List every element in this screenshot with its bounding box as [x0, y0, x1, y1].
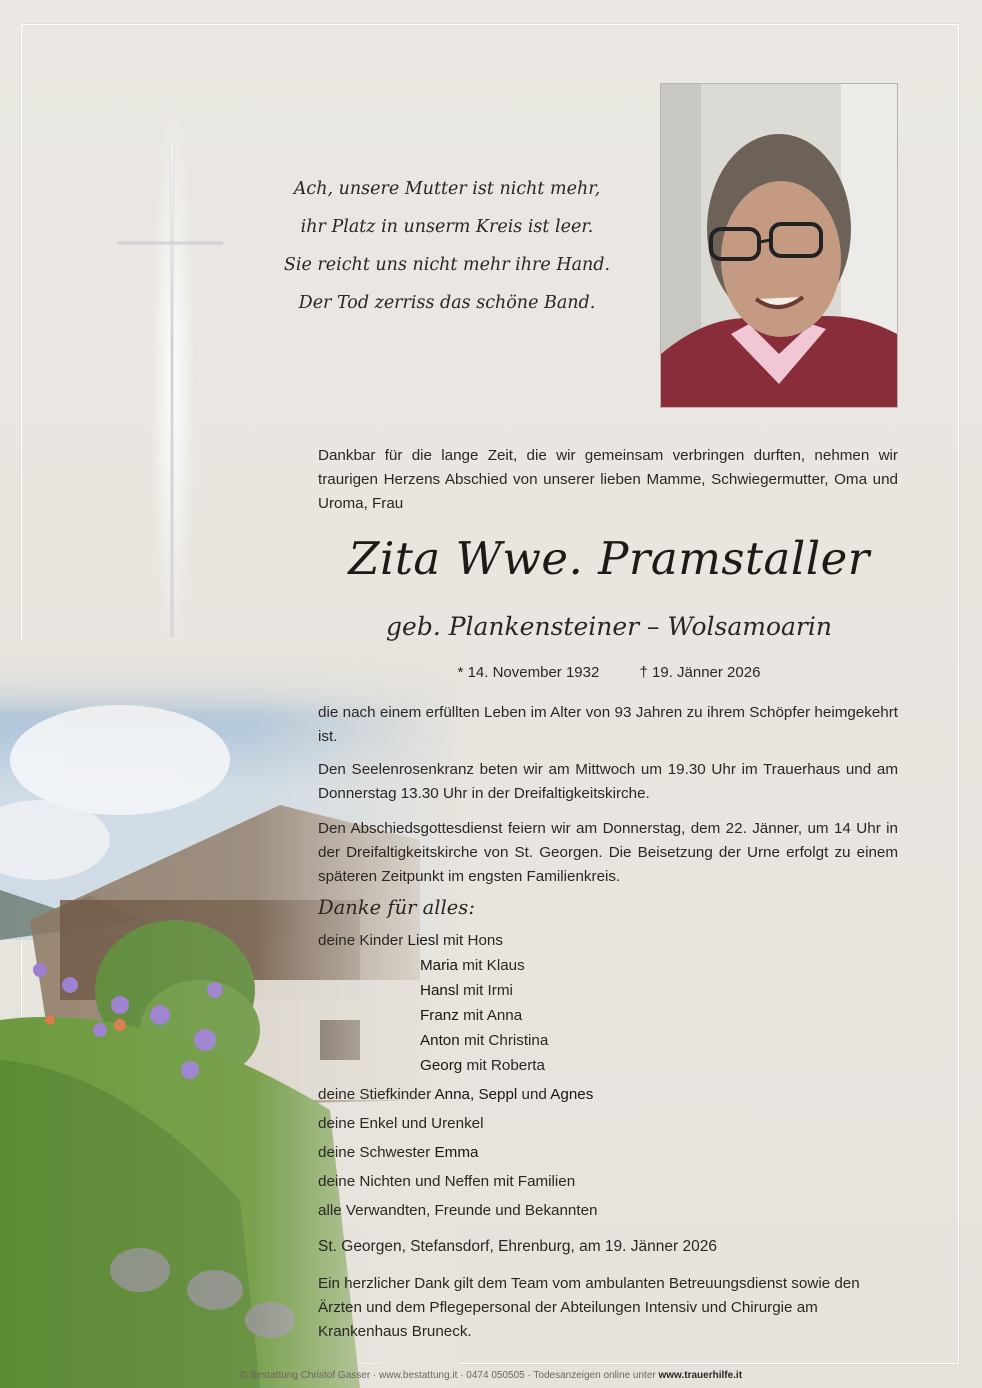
step-label: deine Stiefkinder — [318, 1086, 432, 1103]
children-label: deine Kinder — [318, 932, 404, 949]
child-name: Anton — [420, 1032, 460, 1049]
list-item: deine Enkel und Urenkel — [318, 1115, 484, 1132]
thanks-heading: Danke für alles: — [318, 896, 475, 919]
list-item: deine Nichten und Neffen mit Familien — [318, 1173, 576, 1190]
death-date: † 19. Jänner 2026 — [639, 664, 761, 681]
footer-link[interactable]: www.trauerhilfe.it — [658, 1370, 743, 1381]
poem-line: Ach, unsere Mutter ist nicht mehr, — [293, 179, 601, 199]
step-and: und — [521, 1086, 547, 1103]
life-dates — [318, 664, 900, 681]
poem-line: Sie reicht uns nicht mehr ihre Hand. — [283, 255, 611, 275]
list-item — [420, 1007, 522, 1024]
child-name: Hansl — [420, 982, 459, 999]
poem-line: Der Tod zerriss das schöne Band. — [298, 293, 596, 313]
list-item — [318, 1086, 593, 1103]
footer — [0, 1370, 982, 1381]
child-partner: mit Klaus — [462, 957, 525, 974]
birth-name: geb. Plankensteiner – Wolsamoarin — [386, 612, 832, 641]
child-partner: mit Christina — [463, 1032, 549, 1049]
cross-icon-bar — [118, 242, 223, 244]
step-last: Agnes — [550, 1086, 594, 1103]
footer-text: © Bestattung Christof Gasser · www.bestattung.it · 0474 050505 · Todesanzeigen online unter — [239, 1370, 656, 1381]
list-item — [420, 982, 513, 999]
child-partner: mit Roberta — [466, 1057, 545, 1074]
paragraph: Den Abschiedsgottesdienst feiern wir am Donnerstag, dem 22. Jänner, um 14 Uhr in der Dreifaltigkeitskirche von St. Georgen. Die Beisetzung der Urne erfolgt zu einem späteren Zeitpunkt im engsten Familienkreis. — [318, 820, 898, 885]
list-item: alle Verwandten, Freunde und Bekannten — [318, 1202, 598, 1219]
sister-label: deine Schwester — [318, 1144, 431, 1161]
list-item — [420, 1032, 548, 1049]
child-partner: mit Anna — [463, 1007, 523, 1024]
cross-icon — [171, 143, 173, 637]
list-item — [318, 932, 503, 949]
step-names: Anna, Seppl — [434, 1086, 518, 1103]
portrait-photo — [660, 83, 898, 408]
cross-glow — [150, 100, 196, 660]
list-item — [420, 957, 525, 974]
child-name: Georg — [420, 1057, 463, 1074]
poem-line: ihr Platz in unserm Kreis ist leer. — [300, 217, 594, 237]
place-date: St. Georgen, Stefansdorf, Ehrenburg, am 19. Jänner 2026 — [318, 1238, 717, 1255]
child-partner: mit Hons — [443, 932, 503, 949]
child-name: Liesl — [407, 932, 439, 949]
birth-date: * 14. November 1932 — [457, 664, 600, 681]
intro-text: Dankbar für die lange Zeit, die wir gemeinsam verbringen durften, nehmen wir traurigen Herzens Abschied von unserer lieben Mamme, Schwiegermutter, Oma und Uroma, Frau — [318, 447, 898, 512]
child-name: Franz — [420, 1007, 459, 1024]
list-item — [318, 1144, 478, 1161]
child-name: Maria — [420, 957, 458, 974]
paragraph: Den Seelenrosenkranz beten wir am Mittwoch um 19.30 Uhr im Trauerhaus und am Donnerstag 13.30 Uhr in der Dreifaltigkeitskirche. — [318, 761, 898, 802]
list-item — [420, 1057, 545, 1074]
final-thanks: Ein herzlicher Dank gilt dem Team vom ambulanten Betreuungsdienst sowie den Ärzten und dem Pflegepersonal der Abteilungen Intensiv und Chirurgie am Krankenhaus Bruneck. — [318, 1275, 860, 1340]
deceased-name: Zita Wwe. Pramstaller — [348, 532, 870, 585]
child-partner: mit Irmi — [463, 982, 513, 999]
sister-name: Emma — [434, 1144, 479, 1161]
poem — [262, 170, 632, 322]
paragraph: die nach einem erfüllten Leben im Alter von 93 Jahren zu ihrem Schöpfer heimgekehrt ist. — [318, 704, 898, 745]
